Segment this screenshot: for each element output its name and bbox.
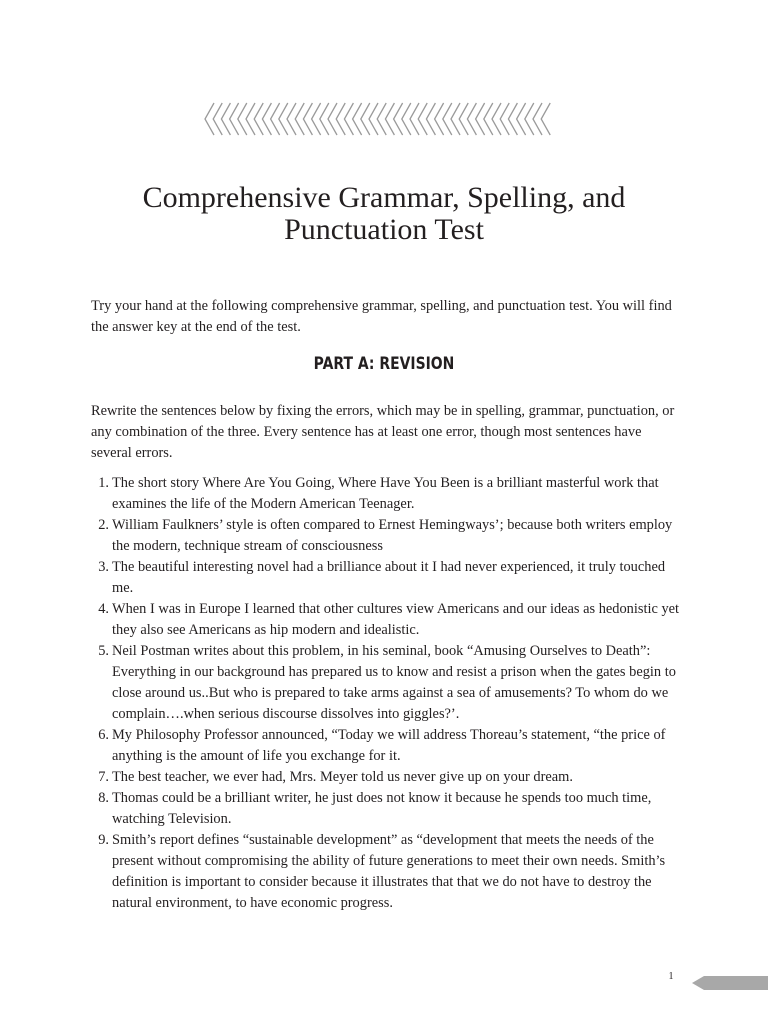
intro-paragraph: Try your hand at the following comprehensive grammar, spelling, and punctuation test. You will find the answer key at the end of the test.	[91, 298, 672, 335]
list-item	[91, 788, 681, 830]
item-number: 3.	[98, 559, 109, 575]
item-text: My Philosophy Professor announced, “Today we will address Thoreau’s statement, “the price of anything is the amount of life you exchange for it.	[112, 727, 666, 764]
item-number: 4.	[98, 601, 109, 617]
list-item	[91, 641, 681, 725]
item-number: 5.	[98, 643, 109, 659]
revision-item-list	[91, 473, 681, 914]
item-text: William Faulkners’ style is often compared to Ernest Hemingways’; because both writers employ the modern, technique stream of consciousness	[112, 517, 673, 554]
item-text: The short story Where Are You Going, Where Have You Been is a brilliant masterful work that examines the life of the Modern American Teenager.	[112, 475, 659, 512]
item-text: Smith’s report defines “sustainable development” as “development that meets the needs of the present without compromising the ability of future generations to meet their own needs. Smith’s definition is important to consider because it illustrates that that we do not have to destroy the natural environment, to have economic progress.	[112, 832, 666, 911]
list-item	[91, 767, 681, 788]
page-title	[60, 182, 708, 246]
item-text: When I was in Europe I learned that other cultures view Americans and our ideas as hedonistic yet they also see Americans as hip modern and idealistic.	[112, 601, 680, 638]
list-item	[91, 725, 681, 767]
item-number: 7.	[98, 769, 109, 785]
item-number: 2.	[98, 517, 109, 533]
title-line-1: Comprehensive Grammar, Spelling, and	[142, 181, 626, 214]
item-number: 6.	[98, 727, 109, 743]
page-tab-icon	[692, 976, 768, 990]
item-number: 9.	[98, 832, 109, 848]
item-text: Thomas could be a brilliant writer, he just does not know it because he spends too much time, watching Television.	[112, 790, 652, 827]
item-number: 1.	[98, 475, 109, 491]
list-item	[91, 473, 681, 515]
instructions-paragraph: Rewrite the sentences below by fixing the errors, which may be in spelling, grammar, punctuation, or any combination of the three. Every sentence has at least one error, though most sentences have several errors.	[91, 403, 675, 461]
item-text: Neil Postman writes about this problem, in his seminal, book “Amusing Ourselves to Death”: Everything in our background has prepared us to know and resist a prison when the gates begin to close around us..But who is prepared to take arms against a sea of amusements? To whom do we complain….when serious discourse dissolves into giggles?’.	[112, 643, 676, 722]
chevron-border-ornament-icon	[197, 100, 572, 138]
item-text: The beautiful interesting novel had a brilliance about it I had never experienced, it truly touched me.	[112, 559, 666, 596]
page-number: 1	[668, 971, 674, 982]
item-number: 8.	[98, 790, 109, 806]
section-heading: PART A: REVISION	[313, 354, 455, 374]
list-item	[91, 515, 681, 557]
list-item	[91, 830, 681, 914]
item-text: The best teacher, we ever had, Mrs. Meyer told us never give up on your dream.	[112, 769, 573, 785]
title-line-2: Punctuation Test	[284, 213, 484, 246]
list-item	[91, 557, 681, 599]
list-item	[91, 599, 681, 641]
